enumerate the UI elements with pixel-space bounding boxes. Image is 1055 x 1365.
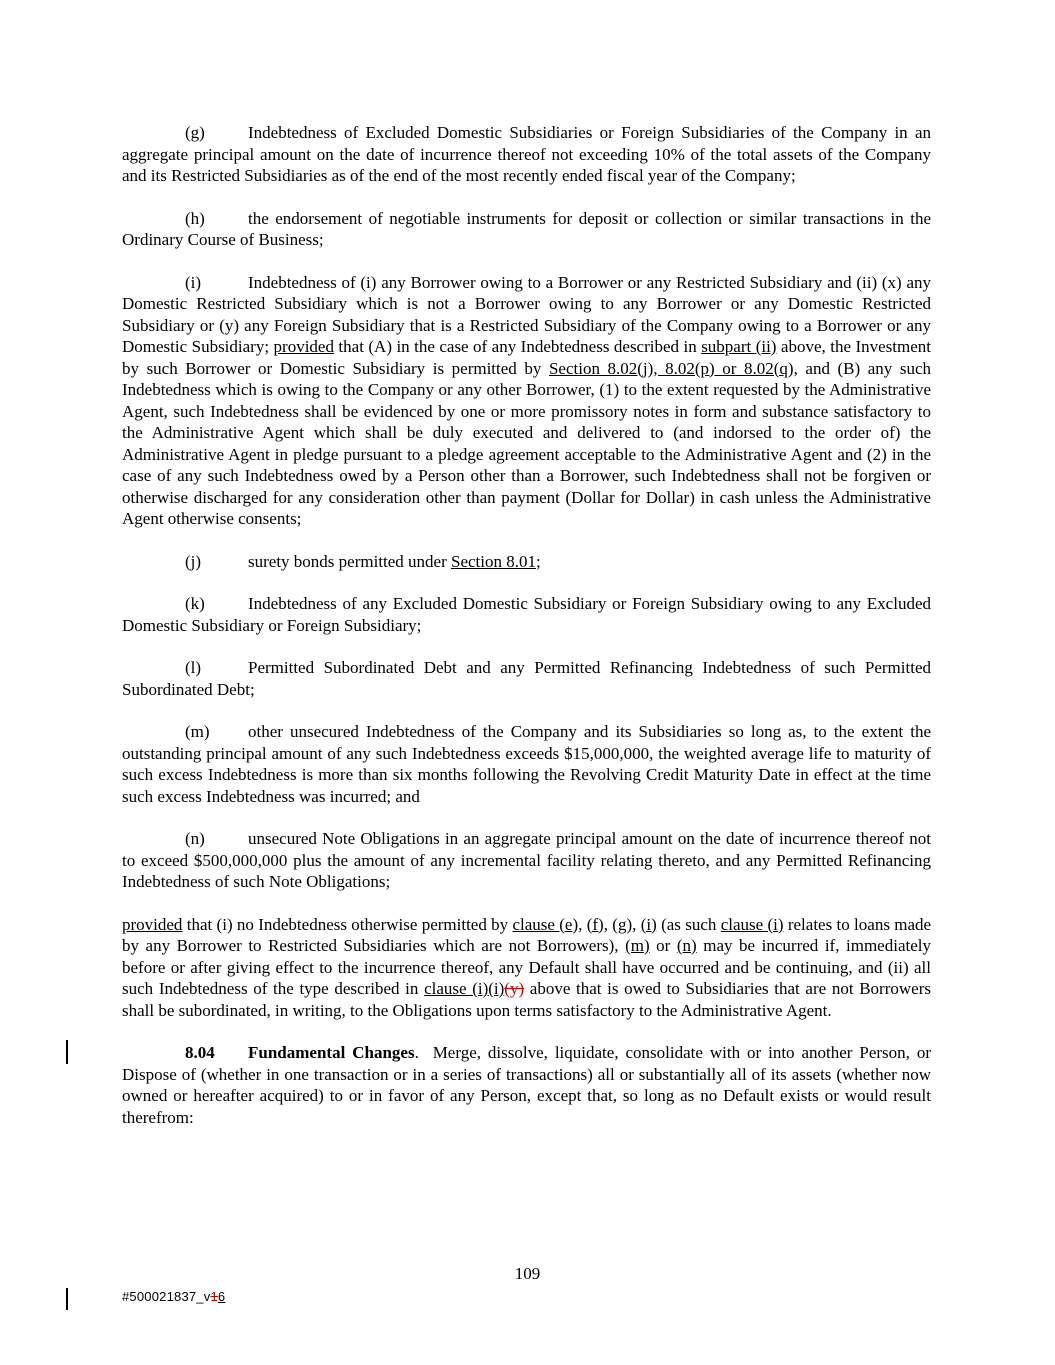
paragraph-label: (n): [185, 829, 205, 848]
text-run: surety bonds permitted under: [248, 551, 452, 571]
paragraph-label: (l): [185, 658, 202, 677]
paragraph-g: [122, 122, 931, 187]
text-run: that (A) in the case of any Indebtedness described in: [333, 337, 702, 356]
underlined-text: (i): [640, 914, 657, 934]
underlined-text: subpart (ii): [701, 337, 777, 356]
underlined-text: Section 8.02(j), 8.02(p) or 8.02(q): [548, 358, 794, 378]
text-run: Fundamental Changes: [248, 1043, 415, 1062]
paragraph-n: [122, 828, 931, 893]
paragraph-label: (i): [185, 272, 202, 292]
paragraph-label: 8.04: [185, 1043, 215, 1062]
text-run: other unsecured Indebtedness of the Company and its Subsidiaries so long as, to the extent the outstanding principal amount of any such Indebtedness exceeds $15,000,000, the weighted average life to maturity of such excess Indebtedness is more than six months following the Revolving Credit Maturity Date in effect at the time such excess Indebtedness was incurred; and: [122, 722, 931, 806]
paragraph-l: [122, 657, 931, 700]
text-run: Indebtedness of Excluded Domestic Subsidiaries or Foreign Subsidiaries of the Company in an aggregate principal amount on the date of incurrence thereof not exceeding 10% of the total assets of the Company and its Restricted Subsidiaries as of the end of the most recently ended fiscal year of the Company;: [122, 123, 931, 185]
text-run: . Merge, dissolve, liquidate, consolidate with or into another Person, or Dispose of (whether in one transaction or in a series of transactions) all or substantially all of its assets (whether now owned or hereafter acquired) to or in favor of any Person, except that, so long as no Default exists or would result therefrom:: [122, 1043, 932, 1127]
text-run: Permitted Subordinated Debt and any Permitted Refinancing Indebtedness of such Permitted Subordinated Debt;: [122, 658, 931, 699]
text-run: relates to loans made by any Borrower to Restricted Subsidiaries which are not Borrowers),: [122, 914, 932, 955]
paragraph-h: [122, 208, 931, 251]
text-run: Indebtedness of (i) any Borrower owing to a Borrower or any Restricted Subsidiary and (ii) (x) any Domestic Restricted Subsidiary which is not a Borrower owing to any Borrower or any Domestic Restricted Subsidiary or (y) any Foreign Subsidiary that is a Restricted Subsidiary of the Company owing to a Borrower or any Domestic Subsidiary;: [122, 272, 931, 356]
underlined-text: (g): [612, 914, 633, 934]
underlined-text: provided: [122, 914, 183, 934]
paragraph-k: [122, 593, 931, 636]
text-run: ,: [578, 914, 587, 934]
paragraph-label: (m): [185, 722, 210, 741]
page-body: [122, 122, 931, 1149]
paragraph-m: [122, 721, 931, 807]
underlined-text: clause (e): [512, 914, 579, 934]
text-run: #500021837_v: [122, 1289, 211, 1304]
paragraph-label: (g): [185, 123, 205, 142]
text-run: Indebtedness of any Excluded Domestic Subsidiary or Foreign Subsidiary owing to any Excluded Domestic Subsidiary or Foreign Subsidiary;: [122, 594, 931, 635]
text-run: above that is owed to Subsidiaries that are not Borrowers shall be subordinated, in writing, to the Obligations upon terms satisfactory to the Administrative Agent.: [122, 979, 931, 1020]
text-run: above, the Investment by such Borrower or Domestic Subsidiary is permitted by: [122, 337, 931, 378]
paragraph-i: [122, 272, 931, 530]
text-run: unsecured Note Obligations in an aggregate principal amount on the date of incurrence thereof not to exceed $500,000,000 plus the amount of any incremental facility relating thereto, and any Permitted Refinancing Indebtedness of such Note Obligations;: [122, 829, 931, 891]
underlined-text: 6: [217, 1289, 226, 1304]
deleted-text: (y): [504, 979, 525, 998]
deleted-text: 1: [210, 1289, 218, 1304]
text-run: , and (B) any such Indebtedness which is owing to the Company or any other Borrower, (1) to the extent requested by the Administrative Agent, such Indebtedness shall be evidenced by one or more promissory notes in form and substance satisfactory to the Administrative Agent which shall be duly executed and delivered to (and indorsed to the order of) the Administrative Agent in pledge pursuant to a pledge agreement acceptable to the Administrative Agent and (2) in the case of any such Indebtedness owed by a Person other than a Borrower, such Indebtedness shall not be forgiven or otherwise discharged for any consideration other than payment (Dollar for Dollar) in cash unless the Administrative Agent otherwise consents;: [122, 358, 932, 528]
text-run: ,: [603, 914, 613, 934]
text-run: ;: [536, 551, 541, 571]
document-version-tag: [122, 1289, 225, 1304]
section-heading-8-04: [122, 1042, 931, 1128]
paragraph-proviso: [122, 914, 931, 1022]
underlined-text: provided: [273, 337, 334, 356]
underlined-text: (n): [676, 936, 697, 955]
paragraph-j: [122, 551, 931, 573]
paragraph-label: (h): [185, 208, 205, 228]
change-bar: [66, 1040, 68, 1064]
text-run: (as such: [656, 914, 721, 934]
change-bar: [66, 1288, 68, 1310]
underlined-text: clause (i)(i): [424, 979, 505, 998]
paragraph-label: (k): [185, 594, 205, 613]
underlined-text: (f): [586, 914, 604, 934]
text-run: that (i) no Indebtedness otherwise permitted by: [182, 914, 513, 934]
paragraph-label: (j): [185, 551, 202, 571]
page-number: 109: [514, 1264, 541, 1283]
text-run: the endorsement of negotiable instruments for deposit or collection or similar transactions in the Ordinary Course of Business;: [122, 208, 931, 249]
text-run: may be incurred if, immediately before or after giving effect to the incurrence thereof, any Default shall have occurred and be continuing, and (ii) all such Indebtedness of the type described in: [122, 936, 931, 998]
text-run: or: [649, 936, 677, 955]
underlined-text: clause (i): [720, 914, 784, 934]
underlined-text: Section 8.01: [451, 551, 537, 571]
text-run: ,: [632, 914, 641, 934]
underlined-text: (m): [625, 936, 650, 955]
